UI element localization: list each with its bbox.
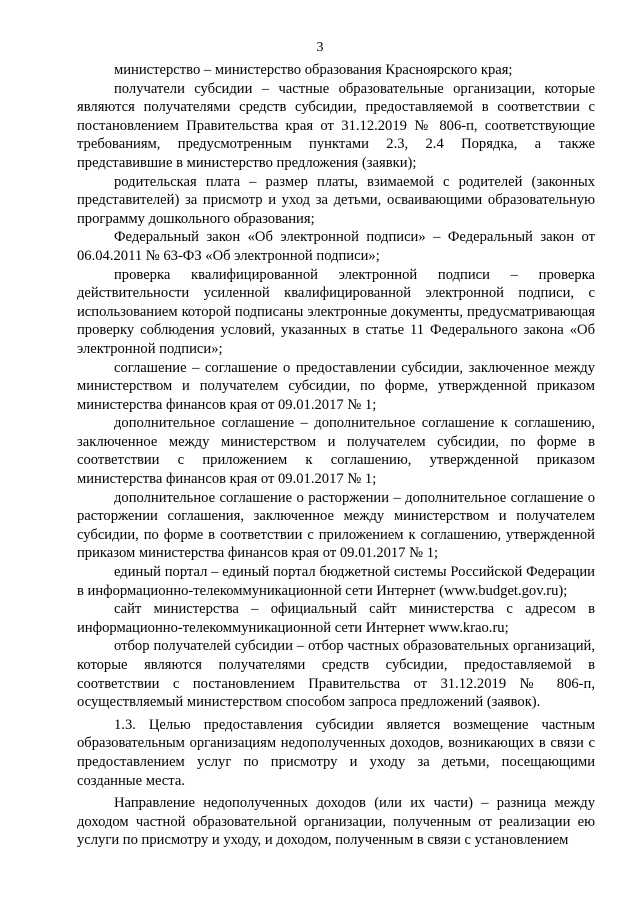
paragraph-parental-fee-definition: родительская плата – размер платы, взимаемой с родителей (законных представителей) за присмотр и уход за детьми, осваивающими образовательную программу дошкольного образования; [77, 173, 595, 227]
paragraph-recipients-definition: получатели субсидии – частные образовательные организации, которые являются получателями средств субсидии, предоставляемой в соответствии с постановлением Правительства края от 31.12.2019 № 806-п, соответствующие требованиям, предусмотренным пунктами 2.3, 2.4 Порядка, а также представившие в министерство предложения (заявки); [77, 80, 595, 171]
paragraph-additional-agreement-definition: дополнительное соглашение – дополнительное соглашение к соглашению, заключенное между министерством и получателем субсидии, по форме в соответствии с приложением к соглашению, утвержденной приказом министерства финансов края от 09.01.2017 № 1; [77, 415, 595, 488]
paragraph-subsidy-purpose: 1.3. Целью предоставления субсидии является возмещение частным образовательным организациям недополученных доходов, возникающих в связи с предоставлением услуг по присмотру и уходу за детьми, посещающими созданные места. [77, 716, 595, 789]
paragraph-federal-law-definition: Федеральный закон «Об электронной подписи» – Федеральный закон от 06.04.2011 № 63-ФЗ «Об электронной подписи»; [77, 229, 595, 264]
document-body [77, 61, 595, 850]
paragraph-ministry-site-definition: сайт министерства – официальный сайт министерства с адресом в информационно-телекоммуникационной сети Интернет www.krao.ru; [77, 601, 595, 636]
paragraph-recipient-selection-definition: отбор получателей субсидии – отбор частных образовательных организаций, которые являются получателями средств субсидии, предоставляемой в соответствии с постановлением Правительства от 31.12.2019 № 806-п, осуществляемый министерством способом запроса предложений (заявок). [77, 638, 595, 711]
paragraph-ministry-definition: министерство – министерство образования Красноярского края; [114, 62, 513, 78]
paragraph-agreement-definition: соглашение – соглашение о предоставлении субсидии, заключенное между министерством и получателем субсидии, по форме, утвержденной приказом министерства финансов края от 09.01.2017 № 1; [77, 359, 595, 413]
paragraph-termination-agreement-definition: дополнительное соглашение о расторжении – дополнительное соглашение о расторжении соглашения, заключенное между министерством и получателем субсидии, по форме в соответствии с приложением к соглашению, утвержденной приказом министерства финансов края от 09.01.2017 № 1; [77, 489, 595, 562]
paragraph-lost-income-direction: Направление недополученных доходов (или их части) – разница между доходом частной образовательной организации, полученным от реализации ею услуги по присмотру и уходу, и доходом, полученным в связи с установлением [77, 795, 595, 849]
paragraph-unified-portal-definition: единый портал – единый портал бюджетной системы Российской Федерации в информационно-телекоммуникационной сети Интернет (www.budget.gov.ru); [77, 564, 595, 599]
paragraph-signature-check-definition: проверка квалифицированной электронной подписи – проверка действительности усиленной квалифицированной электронной подписи, с использованием которой подписаны электронные документы, предусматривающая проверку соблюдения условий, указанных в статье 11 Федерального закона «Об электронной подписи»; [77, 266, 595, 357]
page-number: 3 [316, 40, 324, 55]
